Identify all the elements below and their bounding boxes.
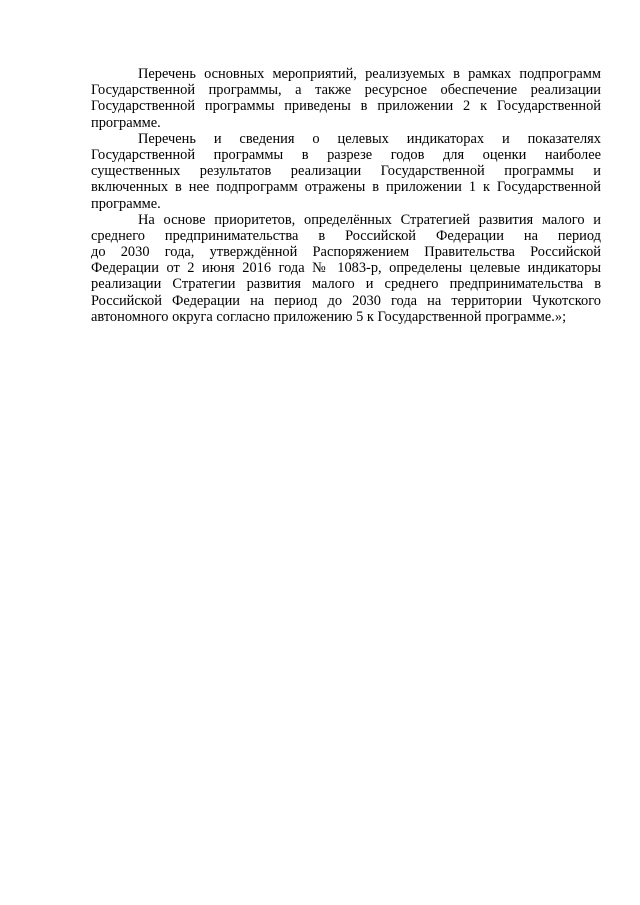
paragraph-1 <box>91 66 601 131</box>
paragraph-3 <box>91 212 601 325</box>
text-line: Государственной программы приведены в приложении 2 к Государственной <box>91 98 601 115</box>
text-line: до 2030 года, утверждённой Распоряжением Правительства Российской <box>91 244 601 261</box>
text-line: Перечень основных мероприятий, реализуемых в рамках подпрограмм <box>138 66 601 82</box>
text-line: Перечень и сведения о целевых индикаторах и показателях <box>138 130 601 147</box>
paragraph-2 <box>91 131 601 212</box>
text-line: программе. <box>91 114 161 131</box>
document-body <box>91 66 601 325</box>
text-line: Государственной программы, а также ресурсное обеспечение реализации <box>91 82 601 99</box>
text-line: Государственной программы в разрезе годов для оценки наиболее <box>91 146 601 163</box>
text-line: существенных результатов реализации Государственной программы и <box>91 163 601 180</box>
text-line: программе. <box>91 195 161 212</box>
text-line: На основе приоритетов, определённых Стратегией развития малого и <box>138 211 601 228</box>
text-line: реализации Стратегии развития малого и среднего предпринимательства в <box>91 276 601 293</box>
text-line: Российской Федерации на период до 2030 года на территории Чукотского <box>91 292 601 309</box>
text-line: Федерации от 2 июня 2016 года № 1083-р, определены целевые индикаторы <box>91 260 601 277</box>
text-line: среднего предпринимательства в Российской Федерации на период <box>91 227 601 244</box>
text-line: включенных в нее подпрограмм отражены в приложении 1 к Государственной <box>91 179 601 196</box>
text-line: автономного округа согласно приложению 5 к Государственной программе.»; <box>91 308 567 325</box>
